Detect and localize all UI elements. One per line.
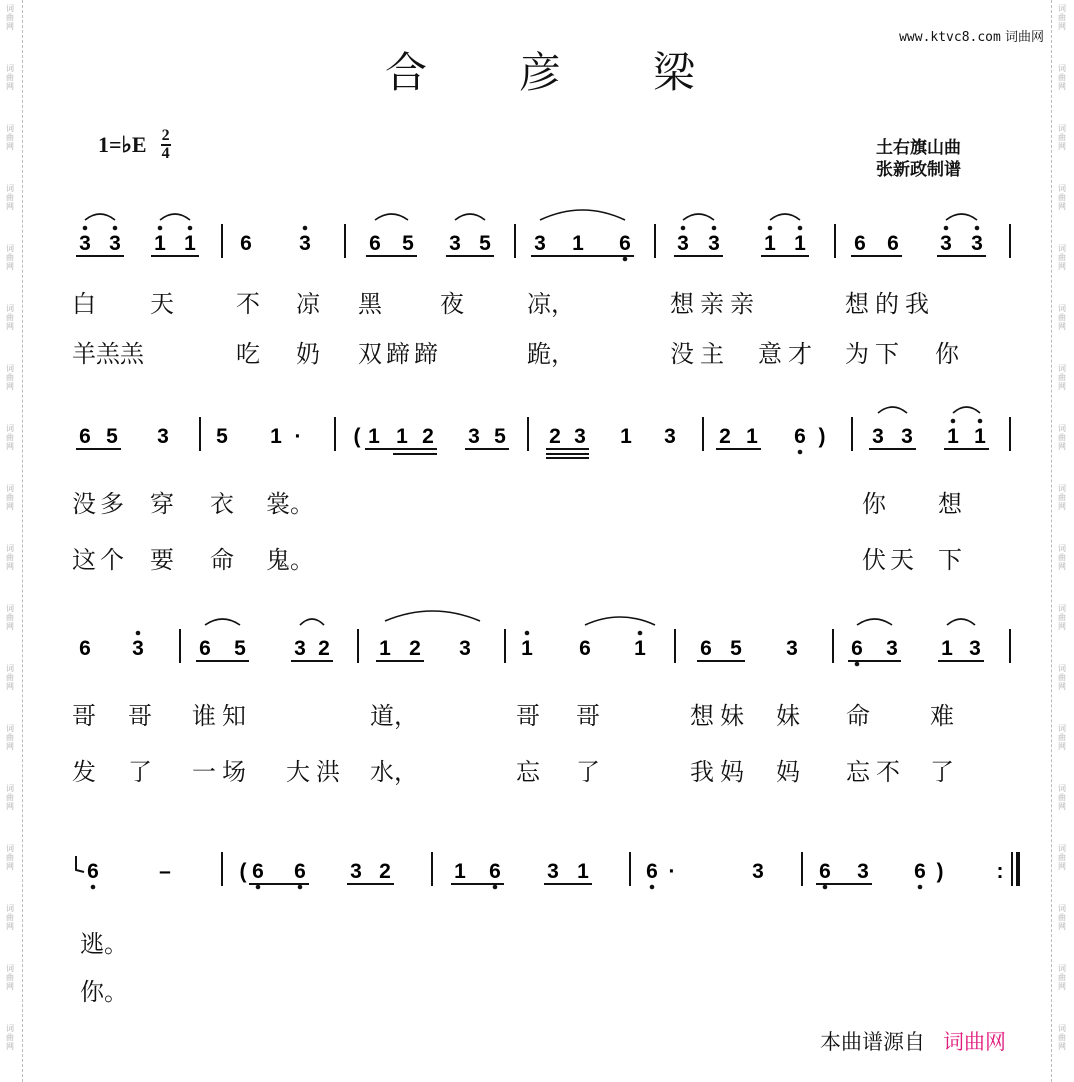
note: 6 — [851, 637, 863, 660]
lyric: 哥 — [576, 702, 600, 730]
note: 6 — [794, 425, 806, 448]
watermark-mark: 词 曲 网 — [1058, 784, 1066, 811]
watermark-mark: 词 曲 网 — [1058, 604, 1066, 631]
lyric: 白 — [72, 290, 96, 318]
low-dot — [493, 885, 498, 890]
watermark-mark: 词 曲 网 — [6, 844, 14, 871]
note: 1 — [396, 425, 408, 448]
slur — [160, 214, 190, 220]
note: 2 — [719, 425, 731, 448]
watermark-mark: 词 曲 网 — [6, 604, 14, 631]
lyric: 要 — [150, 546, 174, 574]
note: 1 — [379, 637, 391, 660]
note: 3 — [752, 860, 764, 883]
note: 3 — [786, 637, 798, 660]
symbol: · — [668, 860, 676, 883]
note: 1 — [974, 425, 986, 448]
note: 6 — [489, 860, 501, 883]
note: 6 — [240, 232, 252, 255]
lyric: 命 — [210, 546, 234, 574]
note: 3 — [109, 232, 121, 255]
note: 1 — [368, 425, 380, 448]
note: 3 — [350, 860, 362, 883]
watermark-mark: 词 曲 网 — [6, 244, 14, 271]
note: 6 — [887, 232, 899, 255]
lyric: 发 — [72, 758, 96, 786]
watermark-mark: 词 曲 网 — [1058, 64, 1066, 91]
high-dot — [681, 226, 686, 231]
lyric: 了 — [128, 758, 152, 786]
note: 3 — [534, 232, 546, 255]
slur — [947, 619, 975, 625]
watermark-mark: 词 曲 网 — [6, 664, 14, 691]
note: 3 — [857, 860, 869, 883]
watermark-mark: 词 曲 网 — [1058, 424, 1066, 451]
note: 6 — [252, 860, 264, 883]
low-dot — [650, 885, 655, 890]
lyric: 羊羔羔 — [72, 340, 144, 368]
lyric: 忘 — [516, 758, 540, 786]
slur — [770, 214, 800, 220]
watermark-mark: 词 曲 网 — [1058, 304, 1066, 331]
key-label: 1=♭E — [98, 132, 147, 157]
symbol: ) — [818, 425, 826, 448]
lyric: 想 — [938, 490, 962, 518]
note: 2 — [318, 637, 330, 660]
watermark-mark: 词 曲 网 — [1058, 244, 1066, 271]
site-url[interactable]: www.ktvc8.com — [899, 30, 1001, 45]
note: 1 — [941, 637, 953, 660]
slur — [878, 407, 907, 413]
note: 3 — [79, 232, 91, 255]
lyric: 了 — [576, 758, 600, 786]
note: 2 — [549, 425, 561, 448]
note: 6 — [87, 860, 99, 883]
note: 5 — [106, 425, 118, 448]
source-brand-link[interactable]: 词曲网 — [943, 1030, 1006, 1054]
source-credit — [820, 1026, 1006, 1056]
slur — [857, 619, 892, 625]
credit-arranger: 张新政制谱 — [876, 160, 961, 180]
low-dot — [918, 885, 923, 890]
lyric: 下 — [938, 546, 962, 574]
system-2-notation — [76, 407, 1010, 458]
watermark-mark: 词 曲 网 — [6, 544, 14, 571]
low-dot — [91, 885, 96, 890]
note: 1 — [454, 860, 466, 883]
lyric: 你 — [862, 490, 886, 518]
lyric: 不 — [236, 290, 260, 318]
time-bottom: 4 — [161, 145, 170, 162]
watermark-mark: 词 曲 网 — [6, 784, 14, 811]
note: 5 — [216, 425, 228, 448]
note: 1 — [521, 637, 533, 660]
note: 1 — [577, 860, 589, 883]
lyric: 意才 — [758, 340, 818, 368]
note: 5 — [479, 232, 491, 255]
slur — [375, 214, 408, 220]
high-dot — [978, 419, 983, 424]
note: 6 — [819, 860, 831, 883]
slur — [85, 214, 115, 220]
note: 1 — [184, 232, 196, 255]
lyric: 天 — [150, 290, 174, 318]
note: 3 — [299, 232, 311, 255]
lyric: 你 — [935, 340, 959, 368]
note: 3 — [468, 425, 480, 448]
lyric: 凉， — [527, 290, 575, 318]
breath-mark — [76, 856, 84, 872]
note: 3 — [708, 232, 720, 255]
lyric: 命 — [846, 702, 870, 730]
time-top: 2 — [161, 127, 170, 144]
lyric: 你。 — [80, 978, 128, 1006]
watermark-mark: 词 曲 网 — [6, 184, 14, 211]
low-dot — [298, 885, 303, 890]
note: 1 — [746, 425, 758, 448]
low-dot — [823, 885, 828, 890]
watermark-mark: 词 曲 网 — [6, 304, 14, 331]
watermark-mark: 词 曲 网 — [6, 1024, 14, 1051]
watermark-mark: 词 曲 网 — [1058, 364, 1066, 391]
title-char-3: 梁 — [652, 48, 695, 97]
system-3-notation — [79, 611, 1010, 666]
note: 3 — [886, 637, 898, 660]
lyric: 穿 — [150, 490, 174, 518]
lyric: 为下 — [845, 340, 905, 368]
slur — [385, 611, 480, 621]
symbol: ( — [239, 860, 247, 883]
lyric: 妈 — [776, 758, 800, 786]
note: 1 — [572, 232, 584, 255]
watermark-mark: 词 曲 网 — [1058, 844, 1066, 871]
watermark-mark: 词 曲 网 — [1058, 1024, 1066, 1051]
credit-origin: 土右旗山曲 — [876, 138, 961, 158]
high-dot — [975, 226, 980, 231]
watermark-mark: 词 曲 网 — [6, 484, 14, 511]
lyric: 大洪 — [286, 758, 346, 786]
slur — [300, 619, 324, 625]
lyric: 衣 — [210, 490, 234, 518]
note: 3 — [872, 425, 884, 448]
lyric: 难 — [930, 702, 954, 730]
note: 3 — [901, 425, 913, 448]
note: 3 — [574, 425, 586, 448]
slur — [205, 619, 240, 625]
lyric: 水， — [370, 758, 418, 786]
note: 6 — [619, 232, 631, 255]
high-dot — [712, 226, 717, 231]
note: 2 — [379, 860, 391, 883]
lyric: 吃 — [236, 340, 260, 368]
note: 2 — [422, 425, 434, 448]
note: 6 — [646, 860, 658, 883]
note: 6 — [700, 637, 712, 660]
lyric: 奶 — [296, 340, 320, 368]
lyric: 没主 — [670, 340, 730, 368]
lyric: 夜 — [440, 290, 464, 318]
low-dot — [798, 450, 803, 455]
high-dot — [944, 226, 949, 231]
high-dot — [303, 226, 308, 231]
watermark-mark: 词 曲 网 — [1058, 964, 1066, 991]
lyric: 哥 — [72, 702, 96, 730]
high-dot — [768, 226, 773, 231]
watermark-mark: 词 曲 网 — [1058, 124, 1066, 151]
watermark-mark: 词 曲 网 — [1058, 724, 1066, 751]
watermark-mark: 词 曲 网 — [1058, 484, 1066, 511]
high-dot — [188, 226, 193, 231]
watermark-mark: 词 曲 网 — [6, 64, 14, 91]
slur — [946, 214, 977, 220]
system-1-notation — [76, 210, 1010, 261]
note: 6 — [579, 637, 591, 660]
lyric: 道， — [370, 702, 418, 730]
lyric: 逃。 — [80, 930, 128, 958]
note: 1 — [947, 425, 959, 448]
symbol: ( — [353, 425, 361, 448]
high-dot — [158, 226, 163, 231]
lyric: 没多 — [72, 490, 128, 518]
lyric: 想亲亲 — [670, 290, 760, 318]
symbol: : — [996, 860, 1004, 883]
note: 3 — [940, 232, 952, 255]
note: 3 — [969, 637, 981, 660]
slur — [455, 214, 485, 220]
high-dot — [136, 631, 141, 636]
watermark-mark: 词 曲 网 — [1058, 4, 1066, 31]
note: 5 — [730, 637, 742, 660]
low-dot — [256, 885, 261, 890]
high-dot — [798, 226, 803, 231]
note: 6 — [294, 860, 306, 883]
lyric: 鬼。 — [266, 546, 314, 574]
note: 3 — [132, 637, 144, 660]
slur — [540, 210, 625, 220]
lyric: 双蹄蹄 — [358, 340, 442, 368]
note: 3 — [677, 232, 689, 255]
slur — [585, 617, 655, 625]
note: 1 — [634, 637, 646, 660]
note: 3 — [449, 232, 461, 255]
watermark-mark: 词 曲 网 — [6, 424, 14, 451]
symbol: – — [159, 860, 171, 883]
system-4-notation — [76, 852, 1018, 889]
watermark-mark: 词 曲 网 — [1058, 184, 1066, 211]
site-name[interactable]: 词曲网 — [1004, 30, 1044, 45]
note: 3 — [459, 637, 471, 660]
note: 5 — [494, 425, 506, 448]
symbol: · — [294, 425, 302, 448]
note: 6 — [914, 860, 926, 883]
high-dot — [525, 631, 530, 636]
title-char-1: 合 — [385, 48, 428, 97]
note: 6 — [79, 425, 91, 448]
note: 5 — [234, 637, 246, 660]
note: 6 — [199, 637, 211, 660]
lyric: 裳。 — [266, 490, 314, 518]
lyric: 哥 — [516, 702, 540, 730]
watermark-mark: 词 曲 网 — [6, 724, 14, 751]
lyric: 凉 — [296, 290, 320, 318]
symbol: ) — [936, 860, 944, 883]
watermark-mark: 词 曲 网 — [6, 904, 14, 931]
note: 2 — [409, 637, 421, 660]
lyric: 谁知 — [192, 702, 252, 730]
lyric: 想的我 — [845, 290, 935, 318]
note: 1 — [794, 232, 806, 255]
title-char-2: 彦 — [518, 48, 561, 97]
slur — [683, 214, 714, 220]
note: 5 — [402, 232, 414, 255]
watermark-mark: 词 曲 网 — [6, 364, 14, 391]
lyric: 伏天 — [862, 546, 918, 574]
lyric: 我妈 — [690, 758, 750, 786]
note: 3 — [547, 860, 559, 883]
note: 3 — [971, 232, 983, 255]
lyric: 黑 — [358, 290, 382, 318]
high-dot — [113, 226, 118, 231]
note: 1 — [764, 232, 776, 255]
note: 6 — [854, 232, 866, 255]
note: 1 — [270, 425, 282, 448]
high-dot — [951, 419, 956, 424]
low-dot — [855, 662, 860, 667]
slur — [953, 407, 980, 413]
note: 3 — [157, 425, 169, 448]
note: 6 — [369, 232, 381, 255]
note: 1 — [154, 232, 166, 255]
lyric: 一场 — [192, 758, 252, 786]
lyric: 了 — [930, 758, 954, 786]
watermark-mark: 词 曲 网 — [6, 4, 14, 31]
watermark-mark: 词 曲 网 — [1058, 904, 1066, 931]
watermark-mark: 词 曲 网 — [6, 964, 14, 991]
lyric: 妹 — [776, 702, 800, 730]
watermark-mark: 词 曲 网 — [1058, 664, 1066, 691]
source-label: 本曲谱源自 — [820, 1030, 925, 1054]
watermark-mark: 词 曲 网 — [6, 124, 14, 151]
lyric: 这个 — [72, 546, 128, 574]
lyric: 哥 — [128, 702, 152, 730]
high-dot — [638, 631, 643, 636]
high-dot — [83, 226, 88, 231]
low-dot — [623, 257, 628, 262]
lyric: 想妹 — [690, 702, 750, 730]
watermark-mark: 词 曲 网 — [1058, 544, 1066, 571]
note: 6 — [79, 637, 91, 660]
note: 3 — [664, 425, 676, 448]
lyric: 跪， — [527, 340, 575, 368]
lyric: 忘不 — [846, 758, 906, 786]
note: 3 — [294, 637, 306, 660]
note: 1 — [620, 425, 632, 448]
